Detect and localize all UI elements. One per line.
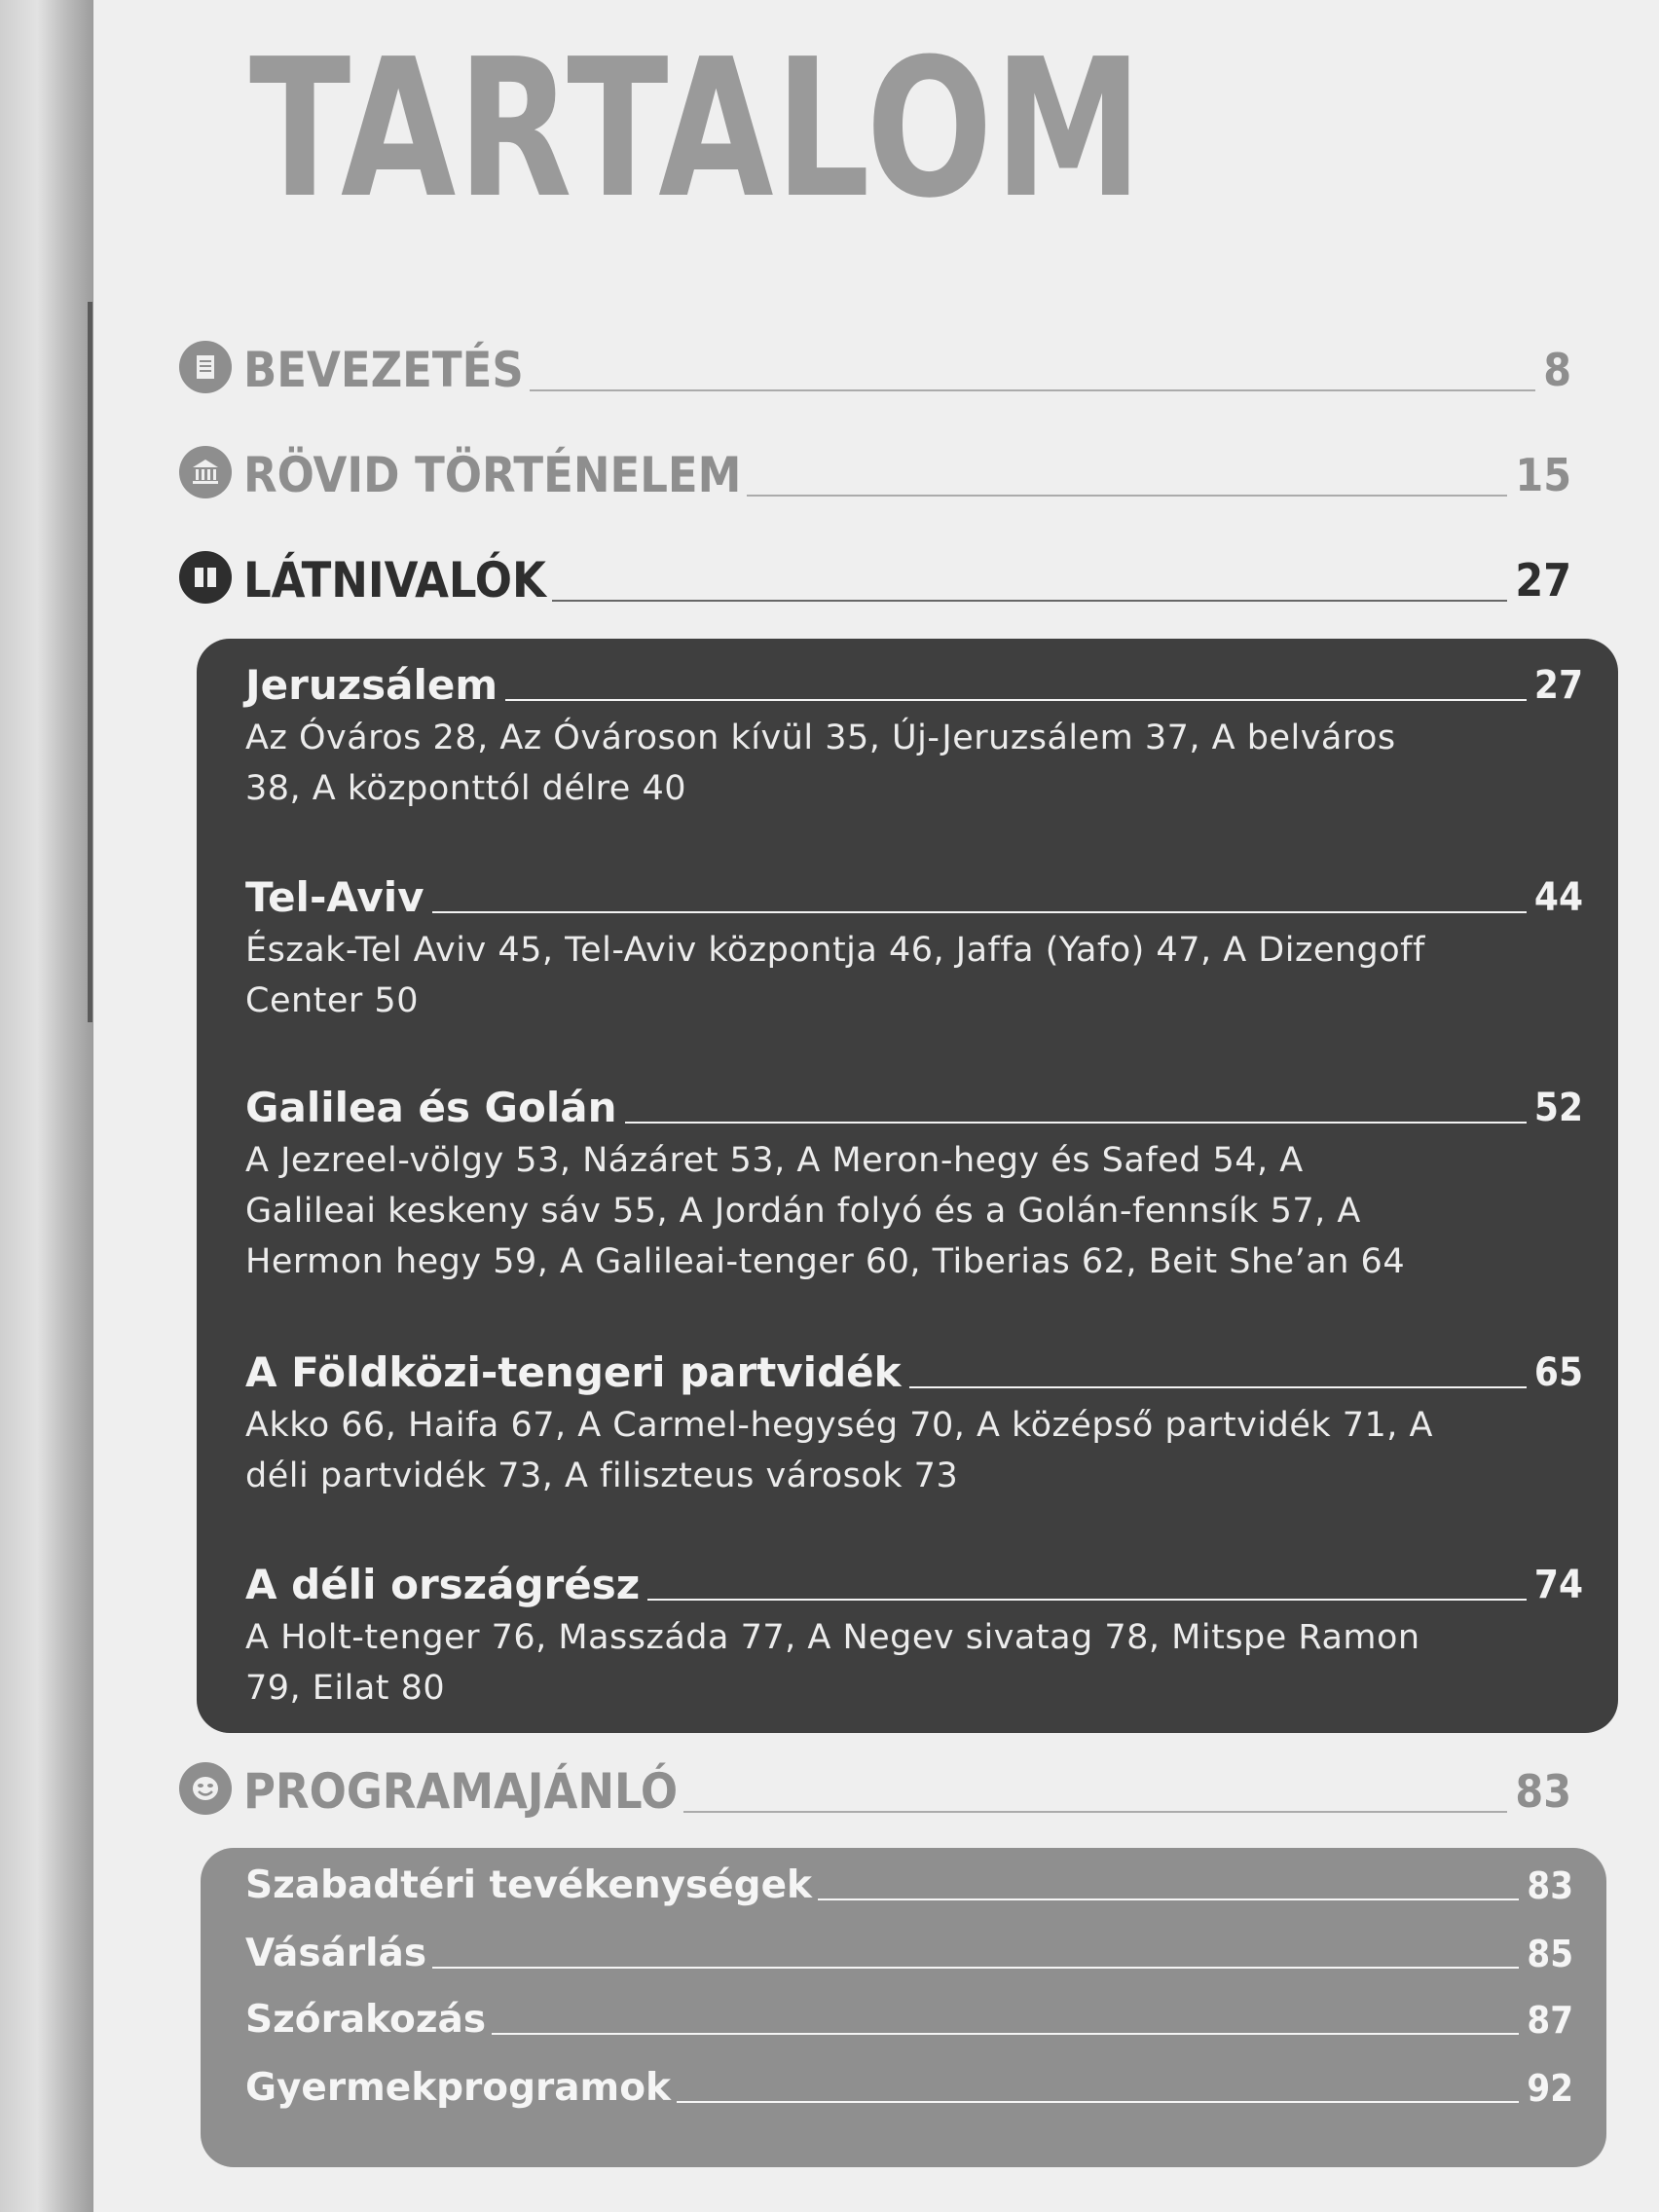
toc-entry-subtopics: A Jezreel-völgy 53, Názáret 53, A Meron-hegy és Safed 54, A Galileai keskeny sáv 55, A Jordán folyó és a Golán-fennsík 57, A Hermon hegy 59, A Galileai-tenger 60, Tiberias 62, Beit She’an 64 xyxy=(245,1141,1406,1281)
toc-entry-heading xyxy=(245,1075,1583,1133)
leader-line xyxy=(818,1899,1519,1900)
toc-entry-subtopics: A Holt-tenger 76, Masszáda 77, A Negev sivatag 78, Mitspe Ramon 79, Eilat 80 xyxy=(245,1618,1420,1708)
section-page-number: 15 xyxy=(1515,449,1571,501)
dotted-leader xyxy=(530,389,1535,391)
document-icon xyxy=(179,341,232,393)
dotted-leader xyxy=(683,1811,1507,1813)
leader-line xyxy=(625,1122,1527,1124)
toc-entry-page: 92 xyxy=(1527,2067,1573,2110)
toc-entry-heading xyxy=(245,1340,1583,1398)
toc-entry-entertainment[interactable] xyxy=(245,1986,1573,2045)
toc-entry-page: 87 xyxy=(1527,1999,1573,2042)
section-page-number: 27 xyxy=(1515,554,1571,607)
page-title: TARTALOM xyxy=(249,18,1144,240)
toc-entry-childrens-programs[interactable] xyxy=(245,2054,1573,2113)
sights-panel xyxy=(197,639,1618,1733)
leader-line xyxy=(492,2033,1519,2035)
toc-entry-mediterranean-coast[interactable] xyxy=(245,1340,1583,1501)
leader-line xyxy=(432,1967,1519,1969)
leader-line xyxy=(677,2101,1520,2103)
book-icon xyxy=(179,551,232,604)
section-title: RÖVID TÖRTÉNELEM xyxy=(243,447,742,503)
toc-entry-title: Galilea és Golán xyxy=(245,1084,617,1131)
leader-line xyxy=(505,699,1527,701)
dotted-leader xyxy=(552,600,1508,602)
toc-entry-shopping[interactable] xyxy=(245,1920,1573,1978)
toc-entry-subtopics: Észak-Tel Aviv 45, Tel-Aviv központja 46, Jaffa (Yafo) 47, A Dizengoff Center 50 xyxy=(245,931,1425,1020)
toc-entry-page: 44 xyxy=(1533,875,1583,920)
toc-entry-heading xyxy=(245,1552,1583,1610)
page-edge-shadow xyxy=(88,302,92,1022)
leader-line xyxy=(647,1599,1527,1601)
section-page-number: 8 xyxy=(1543,344,1571,396)
section-introduction[interactable] xyxy=(179,331,1571,399)
toc-entry-outdoor-activities[interactable] xyxy=(245,1852,1573,1910)
toc-entry-page: 83 xyxy=(1527,1864,1573,1907)
leader-line xyxy=(909,1386,1527,1388)
section-title: PROGRAMAJÁNLÓ xyxy=(243,1763,679,1820)
toc-entry-tel-aviv[interactable] xyxy=(245,865,1583,1026)
toc-entry-title: Gyermekprogramok xyxy=(245,2066,671,2110)
leader-line xyxy=(432,911,1527,913)
museum-icon xyxy=(179,446,232,498)
toc-entry-page: 65 xyxy=(1533,1350,1583,1395)
toc-entry-title: Vásárlás xyxy=(245,1932,427,1975)
section-title: LÁTNIVALÓK xyxy=(243,552,546,608)
section-page-number: 83 xyxy=(1515,1765,1571,1818)
toc-entry-heading xyxy=(245,652,1583,711)
toc-entry-page: 74 xyxy=(1533,1563,1583,1607)
dotted-leader xyxy=(747,495,1507,497)
toc-entry-title: Szórakozás xyxy=(245,1998,487,2042)
toc-entry-title: A Földközi-tengeri partvidék xyxy=(245,1348,902,1396)
toc-entry-title: Jeruzsálem xyxy=(245,661,498,709)
programs-panel xyxy=(201,1848,1606,2167)
toc-entry-southern-region[interactable] xyxy=(245,1552,1583,1714)
toc-entry-page: 52 xyxy=(1533,1086,1583,1130)
toc-entry-title: Szabadtéri tevékenységek xyxy=(245,1863,812,1907)
mask-icon xyxy=(179,1762,232,1815)
toc-entry-page: 85 xyxy=(1527,1933,1573,1975)
toc-entry-subtopics: Akko 66, Haifa 67, A Carmel-hegység 70, A középső partvidék 71, A déli partvidék 73, A filiszteus városok 73 xyxy=(245,1406,1433,1495)
toc-entry-subtopics: Az Óváros 28, Az Óvároson kívül 35, Új-Jeruzsálem 37, A belváros 38, A központtól délre 40 xyxy=(245,719,1396,808)
book-spine xyxy=(0,0,93,2212)
toc-entry-heading xyxy=(245,865,1583,923)
section-sights[interactable] xyxy=(179,541,1571,609)
toc-entry-galilee-golan[interactable] xyxy=(245,1075,1583,1287)
section-short-history[interactable] xyxy=(179,436,1571,504)
toc-entry-title: Tel-Aviv xyxy=(245,873,424,921)
toc-entry-page: 27 xyxy=(1533,663,1583,708)
section-program-guide[interactable] xyxy=(179,1752,1571,1821)
toc-entry-jerusalem[interactable] xyxy=(245,652,1583,814)
toc-entry-title: A déli országrész xyxy=(245,1561,641,1608)
section-title: BEVEZETÉS xyxy=(243,342,524,398)
